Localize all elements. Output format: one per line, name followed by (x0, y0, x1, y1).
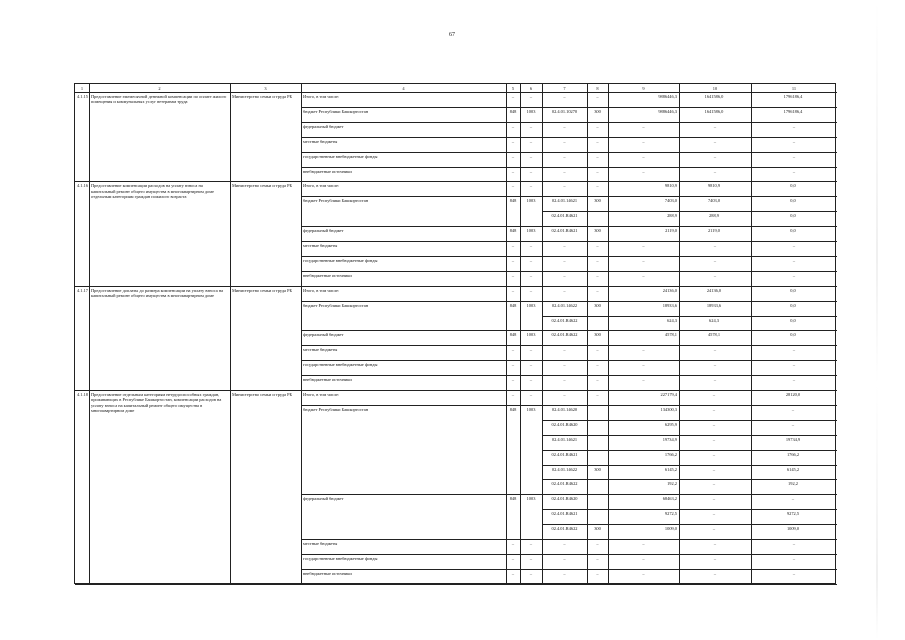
section-4-1-18-row-7-col11: 192,2 (788, 481, 798, 487)
section-4-1-17-row-6-col6: – (529, 362, 533, 368)
row-divider (301, 330, 837, 331)
section-4-1-17-row-2-label: бюджет Республики Башкортостан (303, 302, 369, 308)
column-divider (230, 84, 231, 584)
section-4-1-16-row-7-label: внебюджетные источники (303, 272, 352, 278)
section-4-1-18-row-11-col7: – (563, 541, 566, 546)
section-4-1-18-row-13-col11: – (792, 570, 796, 576)
header-cell-3: 3 (264, 85, 267, 91)
section-4-1-16-row-6-col10: – (713, 257, 717, 263)
row-divider (301, 271, 837, 272)
section-4-1-16-row-4-col5: 848 (509, 228, 517, 234)
section-4-1-17-row-1-col6: – (529, 287, 533, 293)
section-4-1-17-row-7-col8: – (596, 377, 599, 383)
section-4-1-18-row-2-col10: – (712, 406, 716, 412)
section-4-1-15-row-3-col8: – (596, 123, 599, 129)
section-4-1-16-row-6-col5: – (511, 257, 515, 263)
header-cell-10: 10 (712, 85, 718, 91)
section-4-1-17-row-7-col10: – (713, 377, 717, 383)
header-cell-7: 7 (563, 85, 566, 91)
section-4-1-18-row-6-col7: 02.4.01.14622 (551, 466, 578, 472)
section-4-1-18-row-3-col10: – (712, 421, 716, 427)
section-4-1-17-row-6-label: государственные внебюджетные фонды (303, 362, 378, 368)
section-4-1-18-row-11-col8: – (596, 541, 599, 546)
row-divider (301, 539, 837, 540)
section-4-1-17-row-2-col10: 18933,6 (706, 302, 722, 308)
section-4-1-16-row-5-label: местные бюджеты (303, 243, 338, 248)
section-4-1-18-row-12-col10: – (713, 555, 717, 561)
section-4-1-18-row-12-col7: – (563, 555, 566, 561)
section-4-1-18-row-11-col9: – (642, 541, 645, 546)
row-divider (301, 226, 837, 227)
section-4-1-17-row-2-col5: 848 (509, 302, 517, 308)
section-4-1-18-row-11-col11: – (792, 541, 796, 546)
section-4-1-15-row-5-label: государственные внебюджетные фонды (303, 153, 378, 159)
section-4-1-17-row-5-col9: – (642, 347, 645, 353)
section-4-1-16-row-6-col11: – (792, 257, 796, 263)
section-4-1-18-row-11-col6: – (529, 541, 533, 546)
section-4-1-15-row-2-col10: 1641586,0 (704, 108, 724, 114)
section-4-1-18-row-11-col5: – (511, 541, 515, 546)
row-divider (301, 375, 837, 376)
header-cell-8: 8 (596, 85, 599, 91)
row-divider (301, 241, 837, 242)
section-4-1-16-row-4-label: федеральный бюджет (303, 228, 344, 234)
section-4-1-18-row-7-col10: – (712, 481, 716, 487)
header-cell-2: 2 (158, 85, 161, 91)
section-4-1-17-row-1-col8: – (596, 287, 599, 293)
section-4-1-17-row-2-col11: 0,0 (790, 302, 796, 308)
section-4-1-15-row-1-col6: – (529, 94, 533, 99)
row-divider (301, 405, 837, 406)
section-4-1-15-row-5-col9: – (642, 153, 645, 159)
column-divider (542, 84, 543, 584)
section-4-1-18-row-5-col11: 1766,2 (786, 451, 800, 457)
section-4-1-15-row-5-col11: – (792, 153, 796, 159)
section-4-1-18-row-11-col10: – (713, 541, 717, 546)
section-4-1-17-row-1-col11: 0,0 (790, 287, 796, 293)
section-4-1-17-row-4-col7: 02.4.01.R4622 (551, 332, 578, 338)
section-4-1-18-row-6-col8: 300 (594, 466, 601, 472)
section-4-1-15-row-1-col8: – (596, 94, 599, 99)
section-4-1-15-row-5-col8: – (596, 153, 599, 159)
section-4-1-16-row-2-col7: 02.4.01.14621 (551, 198, 578, 204)
section-4-1-16-row-1-col6: – (529, 183, 533, 189)
row-divider (301, 360, 837, 361)
section-4-1-18-row-6-col10: – (712, 466, 716, 472)
section-4-1-17-row-5-col8: – (596, 347, 599, 353)
section-4-1-15-row-5-col6: – (529, 153, 533, 159)
section-4-1-16-row-7-col5: – (511, 272, 515, 278)
section-4-1-17-row-3-col11: 0,0 (790, 317, 796, 323)
section-4-1-16-row-6-col8: – (596, 257, 599, 263)
section-4-1-18-row-10-col11: 1009,0 (786, 526, 800, 532)
section-name: Предоставление доплаты до размера компенсации на уплату взноса на капитальный ремонт общего имущества в многоквартирном доме (91, 287, 224, 298)
section-4-1-15-row-6-col6: – (529, 168, 533, 174)
section-4-1-18-row-8-col11: – (791, 496, 795, 502)
section-4-1-15-row-3-label: федеральный бюджет (303, 123, 344, 129)
section-4-1-18-row-13-col9: – (642, 570, 645, 576)
section-4-1-16-row-4-col11: 0,0 (790, 228, 796, 234)
section-4-1-18-row-13-col5: – (511, 570, 515, 576)
section-4-1-18-row-6-col11: 6145,2 (786, 466, 800, 472)
column-divider (506, 84, 507, 584)
section-4-1-17-row-2-col7: 02.4.01.14622 (551, 302, 578, 308)
section-name: Предоставление компенсации расходов на уплату взноса на капитальный ремонт общего имущества в многоквартирном доме отдельным категориям граждан пожилого возраста (91, 183, 214, 199)
budget-table (74, 83, 836, 584)
section-4-1-18-row-8-col6: 1003 (526, 496, 536, 502)
header-cell-1: 1 (80, 85, 84, 91)
section-4-1-16-row-1-col9: 9810,9 (664, 183, 677, 189)
section-4-1-15-row-4-col9: – (642, 138, 645, 144)
section-name: Предоставление отдельным категориям нетрудоспособных граждан, проживающих в Республике Башкортостан, компенсации расходов на уплату взноса на капитальный ремонт общего имущества в многоквартирном доме (91, 392, 222, 413)
section-4-1-16-row-4-col8: 300 (594, 228, 601, 234)
section-4-1-18-row-1-col9: 227179,4 (660, 392, 677, 397)
column-divider (89, 84, 90, 584)
section-4-1-15-row-2-label: бюджет Республики Башкортостан (303, 108, 369, 114)
section-4-1-17-row-4-col8: 300 (594, 332, 601, 338)
section-4-1-17-row-7-col11: – (792, 377, 796, 383)
section-4-1-18-row-8-col5: 848 (509, 496, 517, 502)
section-4-1-18-row-1-col10: – (712, 392, 716, 397)
section-4-1-16-row-2-label: бюджет Республики Башкортостан (303, 198, 369, 204)
section-4-1-18-row-3-col9: 6295,9 (664, 421, 677, 427)
section-4-1-15-row-2-col9: 9886446,3 (658, 108, 677, 114)
section-4-1-15-row-4-col6: – (529, 138, 533, 144)
section-4-1-17-row-7-col5: – (511, 377, 515, 383)
section-number: 4.1.15 (77, 94, 88, 99)
section-4-1-17-row-2-col8: 300 (594, 302, 601, 308)
section-4-1-16-row-2-col10: 7403,0 (707, 198, 721, 204)
section-4-1-16-row-2-col9: 7403,0 (664, 198, 677, 204)
section-4-1-15-row-3-col7: – (563, 123, 566, 129)
section-4-1-18-row-7-col9: 192,2 (667, 481, 677, 487)
section-4-1-18-row-5-col10: – (712, 451, 716, 457)
section-4-1-18-row-10-col10: – (712, 526, 716, 532)
section-4-1-17-row-5-col6: – (529, 347, 533, 353)
section-4-1-17-row-1-col7: – (563, 287, 566, 293)
section-4-1-18-row-12-label: государственные внебюджетные фонды (303, 555, 378, 561)
section-4-1-16-row-7-col6: – (529, 272, 533, 278)
section-4-1-18-row-4-col11: 19734,9 (785, 436, 801, 442)
section-ministry: Министерство семьи и труда РБ (232, 183, 293, 189)
section-4-1-16-row-5-col9: – (642, 243, 645, 248)
section-4-1-15-row-4-label: местные бюджеты (303, 138, 338, 144)
section-number: 4.1.18 (77, 392, 88, 397)
section-4-1-16-row-2-col8: 300 (594, 198, 601, 204)
section-4-1-17-row-3-col9: 624,3 (667, 317, 677, 323)
section-4-1-15-row-6-label: внебюджетные источники (303, 168, 352, 174)
section-4-1-17-row-7-col7: – (563, 377, 566, 383)
section-4-1-15-row-4-col8: – (596, 138, 599, 144)
section-4-1-15-row-6-col9: – (642, 168, 645, 174)
section-4-1-16-row-5-col7: – (563, 243, 566, 248)
section-4-1-17-row-2-col6: 1003 (526, 302, 536, 308)
column-divider (520, 84, 521, 584)
section-4-1-16-row-7-col11: – (792, 272, 796, 278)
section-4-1-16-row-5-col11: – (792, 243, 796, 248)
section-4-1-17-row-1-label: Итого, в том числе: (303, 287, 340, 293)
section-4-1-15-row-1-col11: 1796186,4 (783, 94, 803, 99)
section-4-1-18-row-13-col8: – (596, 570, 599, 576)
section-4-1-18-row-13-col7: – (563, 570, 566, 576)
section-4-1-15-row-4-col11: – (792, 138, 796, 144)
column-divider (587, 84, 588, 584)
section-4-1-16-row-5-col6: – (529, 243, 533, 248)
section-4-1-16-row-4-col6: 1003 (526, 228, 536, 234)
section-number: 4.1.16 (77, 183, 88, 189)
section-4-1-16-row-3-col10: 288,9 (709, 213, 719, 219)
section-4-1-18-row-12-col9: – (642, 555, 645, 561)
section-4-1-18-row-3-col11: – (791, 421, 795, 427)
section-4-1-18-row-9-col7: 02.4.01.R4621 (551, 511, 578, 517)
section-4-1-17-row-6-col9: – (642, 362, 645, 368)
row-divider (301, 569, 837, 570)
section-4-1-18-row-12-col8: – (596, 555, 599, 561)
section-4-1-17-row-1-col10: 24136,0 (706, 287, 722, 293)
section-4-1-15-row-3-col9: – (642, 123, 645, 129)
section-4-1-17-row-6-col8: – (596, 362, 599, 368)
section-4-1-15-row-4-col7: – (563, 138, 566, 144)
section-4-1-18-row-2-label: бюджет Республики Башкортостан (303, 406, 369, 412)
section-4-1-18-row-9-col9: 9272,5 (664, 511, 677, 517)
section-divider (75, 390, 837, 391)
section-4-1-16-row-3-col9: 288,9 (667, 213, 677, 219)
section-4-1-18-row-10-col7: 02.4.01.R4622 (551, 526, 578, 532)
section-divider (75, 286, 837, 287)
section-4-1-17-row-6-col7: – (563, 362, 566, 368)
section-4-1-15-row-1-col10: 1641586,0 (704, 94, 724, 99)
section-4-1-18-row-7-col7: 02.4.01.R4622 (551, 481, 578, 487)
section-4-1-16-row-1-col7: – (563, 183, 566, 189)
section-4-1-18-row-13-col10: – (713, 570, 717, 576)
section-4-1-15-row-1-col9: 9886446,3 (658, 94, 677, 99)
section-4-1-15-row-5-col7: – (563, 153, 566, 159)
row-divider (301, 301, 837, 302)
section-4-1-18-row-8-col10: – (712, 496, 716, 502)
row-divider (301, 167, 837, 168)
section-divider (75, 181, 837, 182)
section-4-1-17-row-5-col7: – (563, 347, 566, 353)
section-4-1-15-row-1-col5: – (511, 94, 515, 99)
section-4-1-17-row-4-col10: 4578,1 (707, 332, 721, 338)
section-4-1-15-row-2-col11: 1796186,4 (783, 108, 803, 114)
section-4-1-16-row-7-col8: – (596, 272, 599, 278)
section-4-1-15-row-4-col10: – (713, 138, 717, 144)
section-4-1-15-row-3-col10: – (713, 123, 717, 129)
row-divider (301, 554, 837, 555)
section-4-1-16-row-1-label: Итого, в том числе: (303, 183, 340, 189)
section-4-1-18-row-8-label: федеральный бюджет (303, 496, 344, 502)
header-cell-9: 9 (642, 85, 645, 91)
section-4-1-18-row-1-col6: – (529, 392, 533, 397)
section-4-1-17-row-4-col5: 848 (509, 332, 517, 338)
row-divider (301, 494, 837, 495)
section-4-1-17-row-7-col6: – (529, 377, 533, 383)
section-4-1-16-row-3-col11: 0,0 (790, 213, 796, 219)
section-4-1-18-row-2-col7: 02.4.01.14620 (551, 406, 578, 412)
section-4-1-15-row-2-col8: 300 (594, 108, 601, 114)
section-4-1-15-row-2-col5: 848 (509, 108, 517, 114)
section-4-1-15-row-6-col5: – (511, 168, 515, 174)
section-4-1-18-row-8-col9: 68463,2 (662, 496, 677, 502)
section-4-1-18-row-2-col9: 134300,3 (660, 406, 677, 412)
section-4-1-18-row-4-col9: 19734,9 (662, 436, 677, 442)
section-4-1-16-row-1-col8: – (596, 183, 599, 189)
header-cell-4: 4 (402, 85, 405, 91)
section-4-1-15-row-6-col8: – (596, 168, 599, 174)
section-4-1-15-row-4-col5: – (511, 138, 515, 144)
section-4-1-15-row-3-col6: – (529, 123, 533, 129)
page-number: 67 (449, 32, 455, 38)
section-4-1-17-row-4-col9: 4578,1 (664, 332, 677, 338)
section-divider (75, 584, 837, 585)
column-divider (751, 84, 752, 584)
section-4-1-18-row-1-col5: – (511, 392, 515, 397)
section-4-1-15-row-6-col11: – (792, 168, 796, 174)
section-4-1-15-row-5-col5: – (511, 153, 515, 159)
column-divider (679, 84, 680, 584)
header-cell-11: 11 (791, 85, 797, 91)
section-4-1-18-row-13-col6: – (529, 570, 533, 576)
section-4-1-16-row-4-col9: 2119,0 (665, 228, 677, 234)
section-4-1-16-row-1-col11: 0,0 (790, 183, 796, 189)
section-4-1-18-row-1-col8: – (596, 392, 599, 397)
section-4-1-17-row-6-col10: – (713, 362, 717, 368)
section-4-1-17-row-5-label: местные бюджеты (303, 347, 338, 353)
section-number: 4.1.17 (77, 287, 88, 293)
section-4-1-17-row-5-col10: – (713, 347, 717, 353)
row-divider (301, 152, 837, 153)
section-ministry: Министерство семьи и труда РБ (232, 392, 293, 397)
header-cell-5: 5 (511, 85, 515, 91)
section-4-1-16-row-5-col5: – (511, 243, 515, 248)
section-4-1-17-row-1-col5: – (511, 287, 515, 293)
section-4-1-16-row-6-col9: – (642, 257, 645, 263)
section-4-1-15-row-1-label: Итого, в том числе: (303, 94, 340, 99)
section-4-1-16-row-6-label: государственные внебюджетные фонды (303, 257, 378, 263)
section-4-1-17-row-7-label: внебюджетные источники (303, 377, 352, 383)
section-name: Предоставление ежемесячной денежной компенсации по оплате жилого помещения и коммунальных услуг ветеранам труда (91, 94, 227, 105)
scan-edge-shadow (876, 0, 878, 640)
section-4-1-17-row-2-col9: 18933,6 (662, 302, 677, 308)
section-4-1-17-row-7-col9: – (642, 377, 645, 383)
row-divider (301, 107, 837, 108)
section-4-1-18-row-8-col7: 02.4.01.R4620 (551, 496, 578, 502)
section-4-1-17-row-3-col7: 02.4.01.R4622 (551, 317, 578, 323)
section-4-1-15-row-2-col6: 1003 (526, 108, 536, 114)
section-4-1-17-row-1-col9: 24136,0 (662, 287, 677, 293)
section-4-1-15-row-3-col11: – (792, 123, 796, 129)
section-4-1-18-row-11-label: местные бюджеты (303, 541, 338, 546)
section-4-1-15-row-3-col5: – (511, 123, 515, 129)
section-4-1-15-row-1-col7: – (563, 94, 566, 99)
section-4-1-16-row-7-col9: – (642, 272, 645, 278)
section-4-1-15-row-5-col10: – (713, 153, 717, 159)
header-divider (75, 92, 837, 93)
section-4-1-15-row-6-col10: – (713, 168, 717, 174)
section-4-1-18-row-4-col10: – (712, 436, 716, 442)
section-4-1-18-row-10-col9: 1009,0 (664, 526, 677, 532)
section-4-1-16-row-7-col7: – (563, 272, 566, 278)
section-4-1-15-row-2-col7: 02.4.01.10270 (551, 108, 578, 114)
section-4-1-18-row-4-col7: 02.4.01.14621 (551, 436, 578, 442)
section-4-1-17-row-5-col5: – (511, 347, 515, 353)
section-4-1-18-row-13-label: внебюджетные источники (303, 570, 352, 576)
row-divider (301, 122, 837, 123)
header-cell-6: 6 (529, 85, 533, 91)
section-4-1-16-row-6-col6: – (529, 257, 533, 263)
section-4-1-16-row-1-col10: 9810,9 (707, 183, 721, 189)
section-4-1-18-row-1-col11: 28120,0 (785, 392, 801, 397)
column-divider (301, 84, 302, 584)
section-4-1-17-row-6-col5: – (511, 362, 515, 368)
section-ministry: Министерство семьи и труда РБ (232, 94, 293, 99)
section-4-1-18-row-1-col7: – (563, 392, 566, 397)
section-4-1-17-row-5-col11: – (792, 347, 796, 353)
column-divider (608, 84, 609, 584)
section-4-1-18-row-2-col6: 1003 (526, 406, 536, 412)
section-ministry: Министерство семьи и труда РБ (232, 287, 293, 293)
section-4-1-17-row-4-label: федеральный бюджет (303, 332, 344, 338)
section-4-1-18-row-5-col7: 02.4.01.R4621 (551, 451, 578, 457)
section-4-1-16-row-5-col8: – (596, 243, 599, 248)
section-4-1-16-row-4-col7: 02.4.01.R4621 (551, 228, 578, 234)
section-4-1-16-row-6-col7: – (563, 257, 566, 263)
section-4-1-18-row-5-col9: 1766,2 (664, 451, 677, 457)
section-4-1-16-row-7-col10: – (713, 272, 717, 278)
section-4-1-15-row-6-col7: – (563, 168, 566, 174)
section-4-1-16-row-2-col5: 848 (509, 198, 517, 204)
row-divider (301, 345, 837, 346)
section-4-1-17-row-3-col10: 624,3 (709, 317, 719, 323)
section-4-1-18-row-3-col7: 02.4.01.R4620 (551, 421, 578, 427)
section-4-1-17-row-6-col11: – (792, 362, 796, 368)
section-4-1-16-row-2-col11: 0,0 (790, 198, 796, 204)
section-4-1-18-row-9-col10: – (712, 511, 716, 517)
section-4-1-18-row-12-col5: – (511, 555, 515, 561)
section-4-1-16-row-1-col5: – (511, 183, 515, 189)
section-4-1-16-row-3-col7: 02.4.01.R4621 (551, 213, 578, 219)
row-divider (301, 196, 837, 197)
row-divider (301, 137, 837, 138)
section-4-1-18-row-1-label: Итого, в том числе: (303, 392, 340, 397)
section-4-1-17-row-4-col6: 1003 (526, 332, 536, 338)
section-4-1-18-row-12-col6: – (529, 555, 533, 561)
section-4-1-16-row-2-col6: 1003 (526, 198, 536, 204)
section-4-1-18-row-6-col9: 6145,2 (664, 466, 677, 472)
section-4-1-18-row-10-col8: 300 (594, 526, 601, 532)
section-4-1-18-row-2-col5: 848 (509, 406, 517, 412)
section-4-1-16-row-5-col10: – (713, 243, 717, 248)
section-4-1-17-row-4-col11: 0,0 (790, 332, 796, 338)
section-4-1-18-row-12-col11: – (792, 555, 796, 561)
section-4-1-18-row-2-col11: – (791, 406, 795, 412)
section-4-1-16-row-4-col10: 2119,0 (708, 228, 720, 234)
section-4-1-18-row-9-col11: 9272,5 (786, 511, 800, 517)
row-divider (301, 256, 837, 257)
